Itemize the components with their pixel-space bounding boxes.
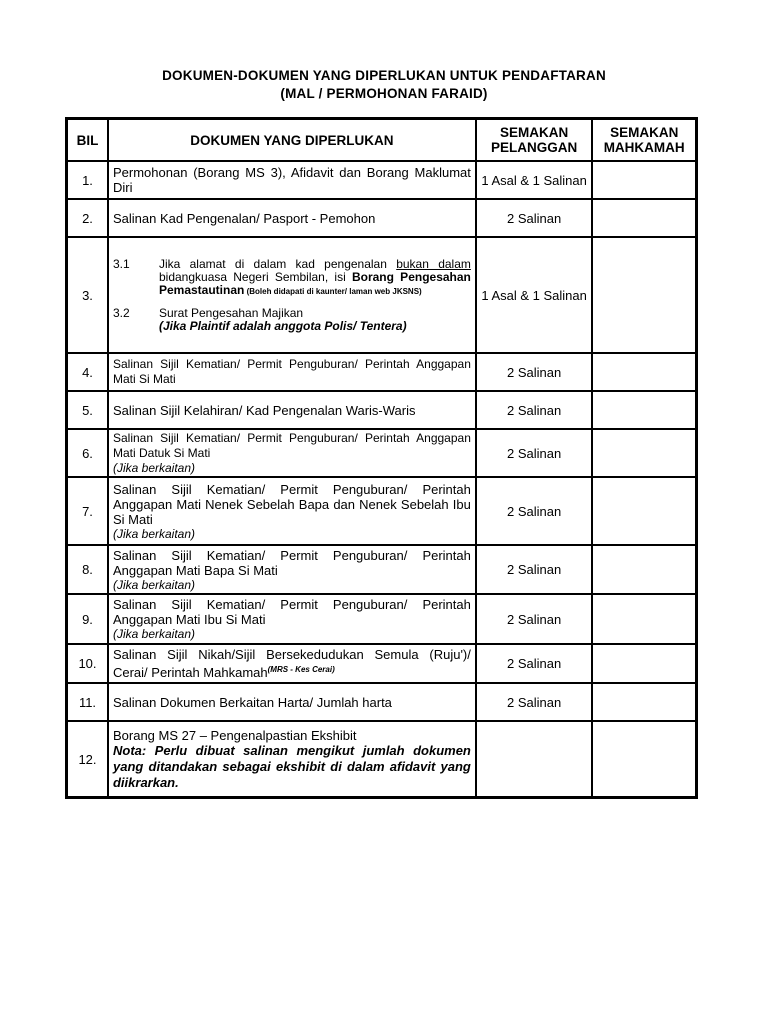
row-document (108, 644, 476, 683)
semakan-pelanggan-cell: 1 Asal & 1 Salinan (476, 161, 593, 199)
row-document (108, 429, 476, 477)
semakan-pelanggan-cell: 2 Salinan (476, 545, 593, 594)
table-row (67, 594, 696, 644)
table-row (67, 353, 696, 391)
row-document (108, 594, 476, 644)
table-row (67, 477, 696, 545)
header-dokumen: DOKUMEN YANG DIPERLUKAN (108, 119, 476, 161)
document-text: Salinan Sijil Kematian/ Permit Penguburan/ Perintah Anggapan Mati Si Mati (112, 357, 471, 386)
document-text: Salinan Sijil Kematian/ Permit Penguburan/ Perintah Anggapan Mati Ibu Si Mati (112, 597, 471, 627)
document-note: (Jika berkaitan) (112, 577, 196, 592)
row-document (108, 237, 476, 353)
semakan-mahkamah-cell[interactable] (592, 353, 696, 391)
row-number: 10. (67, 644, 108, 683)
row-document: Salinan Sijil Kelahiran/ Kad Pengenalan Waris-Waris (108, 391, 476, 429)
row-number: 4. (67, 353, 108, 391)
row-document (108, 721, 476, 797)
document-text: Salinan Sijil Kematian/ Permit Penguburan/ Perintah Anggapan Mati Nenek Sebelah Bapa dan Nenek Sebelah Ibu Si Mati (112, 481, 471, 527)
document-note: (Jika berkaitan) (112, 526, 196, 541)
semakan-pelanggan-cell: 2 Salinan (476, 594, 593, 644)
row-number: 5. (67, 391, 108, 429)
row-document (108, 353, 476, 391)
semakan-pelanggan-cell: 2 Salinan (476, 644, 593, 683)
document-text: Permohonan (Borang MS 3), Afidavit dan Borang Maklumat Diri (112, 165, 471, 195)
header-semakan-pelanggan: SEMAKAN PELANGGAN (476, 119, 593, 161)
sub-item-3-2 (113, 307, 471, 333)
semakan-pelanggan-cell: 2 Salinan (476, 429, 593, 477)
row-document (108, 161, 476, 199)
document-note: (Jika berkaitan) (112, 461, 196, 475)
row-document: Salinan Kad Pengenalan/ Pasport - Pemohon (108, 199, 476, 237)
semakan-mahkamah-cell[interactable] (592, 199, 696, 237)
row-number: 8. (67, 545, 108, 594)
semakan-mahkamah-cell[interactable] (592, 644, 696, 683)
semakan-mahkamah-cell[interactable] (592, 237, 696, 353)
semakan-mahkamah-cell[interactable] (592, 391, 696, 429)
header-bil: BIL (67, 119, 108, 161)
table-row (67, 683, 696, 721)
document-text: Salinan Sijil Nikah/Sijil Bersekedudukan Semula (Ruju')/ Cerai/ Perintah Mahkamah$^{(MRS - Kes Cerai)}$ (112, 647, 471, 680)
semakan-pelanggan-cell: 2 Salinan (476, 683, 593, 721)
semakan-mahkamah-cell[interactable] (592, 161, 696, 199)
row-number: 11. (67, 683, 108, 721)
table-row (67, 721, 696, 797)
semakan-mahkamah-cell[interactable] (592, 683, 696, 721)
row-number: 9. (67, 594, 108, 644)
semakan-pelanggan-cell: 2 Salinan (476, 199, 593, 237)
row-number: 7. (67, 477, 108, 545)
table-row (67, 391, 696, 429)
table-row (67, 161, 696, 199)
semakan-mahkamah-cell[interactable] (592, 721, 696, 797)
semakan-pelanggan-cell: 1 Asal & 1 Salinan (476, 237, 593, 353)
document-text: Borang MS 27 – Pengenalpastian Ekshibit (112, 727, 357, 743)
sub-item-3-1 (113, 258, 471, 298)
documents-table (65, 117, 698, 799)
document-subtitle: (MAL / PERMOHONAN FARAID) (280, 86, 488, 101)
sub-item-text: Jika alamat di dalam kad pengenalan bukan dalam bidangkuasa Negeri Sembilan, isi Borang Pengesahan Pemastautinan (Boleh didapati di kaunter/ laman web JKSNS) (158, 256, 471, 297)
document-text: Salinan Sijil Kematian/ Permit Penguburan/ Perintah Anggapan Mati Datuk Si Mati (112, 431, 471, 460)
semakan-pelanggan-cell[interactable] (476, 721, 593, 797)
semakan-mahkamah-cell[interactable] (592, 477, 696, 545)
table-row (67, 429, 696, 477)
table-row (67, 644, 696, 683)
sub-item-text: Surat Pengesahan Majikan (Jika Plaintif adalah anggota Polis/ Tentera) (158, 305, 407, 333)
row-number: 6. (67, 429, 108, 477)
semakan-pelanggan-cell: 2 Salinan (476, 353, 593, 391)
document-note: (Jika berkaitan) (112, 627, 196, 641)
semakan-mahkamah-cell[interactable] (592, 429, 696, 477)
header-semakan-mahkamah: SEMAKAN MAHKAMAH (592, 119, 696, 161)
sub-item-number: 3.2 (112, 305, 130, 320)
row-number: 2. (67, 199, 108, 237)
document-note: Nota: Perlu dibuat salinan mengikut jumlah dokumen yang ditandakan sebagai ekshibit di dalam afidavit yang diikrarkan. (112, 742, 471, 790)
semakan-pelanggan-cell: 2 Salinan (476, 477, 593, 545)
semakan-mahkamah-cell[interactable] (592, 594, 696, 644)
row-number: 1. (67, 161, 108, 199)
sub-item-number: 3.1 (112, 256, 130, 271)
semakan-pelanggan-cell: 2 Salinan (476, 391, 593, 429)
document-superscript: (MRS - Kes Cerai) (267, 665, 335, 674)
row-document: Salinan Dokumen Berkaitan Harta/ Jumlah harta (108, 683, 476, 721)
table-row (67, 545, 696, 594)
semakan-mahkamah-cell[interactable] (592, 545, 696, 594)
row-document (108, 477, 476, 545)
table-header-row (67, 119, 696, 161)
document-title: DOKUMEN-DOKUMEN YANG DIPERLUKAN UNTUK PENDAFTARAN (162, 68, 606, 83)
row-number: 3. (67, 237, 108, 353)
table-row (67, 199, 696, 237)
row-number: 12. (67, 721, 108, 797)
table-row (67, 237, 696, 353)
document-text: Salinan Sijil Kematian/ Permit Penguburan/ Perintah Anggapan Mati Bapa Si Mati (112, 547, 471, 578)
row-document (108, 545, 476, 594)
